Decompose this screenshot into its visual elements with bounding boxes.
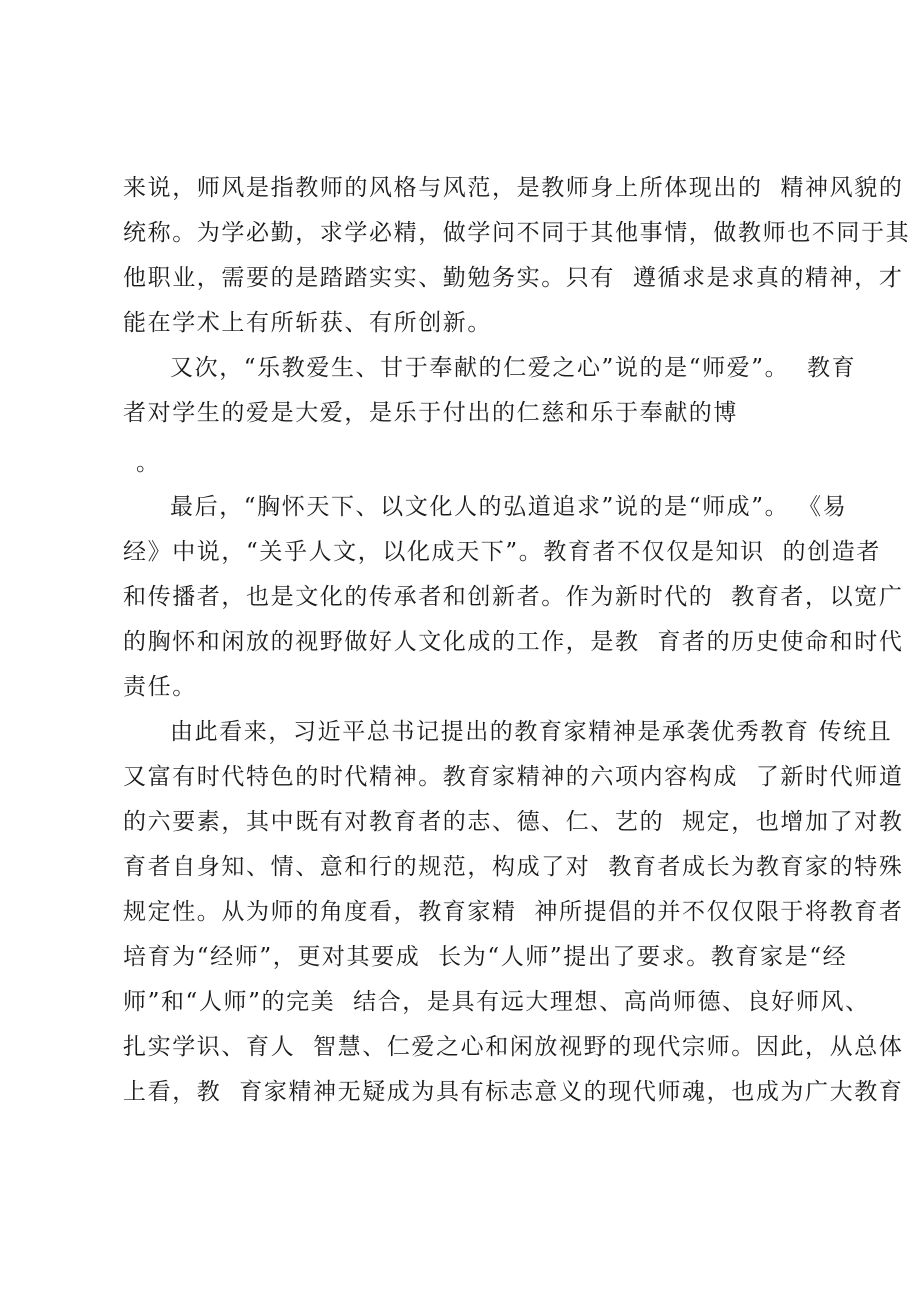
text-line: 上看，教 育家精神无疑成为具有标志意义的现代师魂，也成为广大教育 xyxy=(123,1079,904,1105)
text-line: 和传播者，也是文化的传承者和创新者。作为新时代的 教育者，以宽广 xyxy=(123,584,904,610)
text-line: 的六要素，其中既有对教育者的志、德、仁、艺的 规定，也增加了对教 xyxy=(123,809,904,835)
text-line: 培育为“经师”，更对其要成 长为“人师”提出了要求。教育家是“经 xyxy=(123,944,848,970)
text-line: 由此看来，习近平总书记提出的教育家精神是承袭优秀教育 传统且 xyxy=(170,719,893,745)
text-line: 能在学术上有所斩获、有所创新。 xyxy=(123,310,492,336)
text-line: 师”和“人师”的完美 结合，是具有远大理想、高尚师德、良好师风、 xyxy=(123,989,870,1015)
text-line: 者对学生的爱是大爱，是乐于付出的仁慈和乐于奉献的博 xyxy=(123,400,738,426)
text-line: 规定性。从为师的角度看，教育家精 神所提倡的并不仅仅限于将教育者 xyxy=(123,899,904,925)
text-line: 扎实学识、育人 智慧、仁爱之心和闲放视野的现代宗师。因此，从总体 xyxy=(123,1034,904,1060)
text-line: 育者自身知、情、意和行的规范，构成了对 教育者成长为教育家的特殊 xyxy=(123,854,904,880)
text-line: 又富有时代特色的时代精神。教育家精神的六项内容构成 了新时代师道 xyxy=(123,764,904,790)
text-line: 。 xyxy=(136,450,161,476)
text-line: 经》中说，“关乎人文，以化成天下”。教育者不仅仅是知识 的创造者 xyxy=(123,539,881,565)
text-line: 的胸怀和闲放的视野做好人文化成的工作，是教 育者的历史使命和时代 xyxy=(123,629,904,655)
text-line: 责任。 xyxy=(123,674,197,700)
text-line: 他职业，需要的是踏踏实实、勤勉务实。只有 遵循求是求真的精神，才 xyxy=(123,265,904,291)
text-line: 来说，师风是指教师的风格与风范，是教师身上所体现出的 精神风貌的 xyxy=(123,175,904,201)
text-line: 又次，“乐教爱生、甘于奉献的仁爱之心”说的是“师爱”。 教育 xyxy=(170,355,857,381)
text-line: 最后，“胸怀天下、以文化人的弘道追求”说的是“师成”。 《易 xyxy=(170,494,848,520)
text-line: 统称。为学必勤，求学必精，做学问不同于其他事情，做教师也不同于其 xyxy=(123,220,911,246)
